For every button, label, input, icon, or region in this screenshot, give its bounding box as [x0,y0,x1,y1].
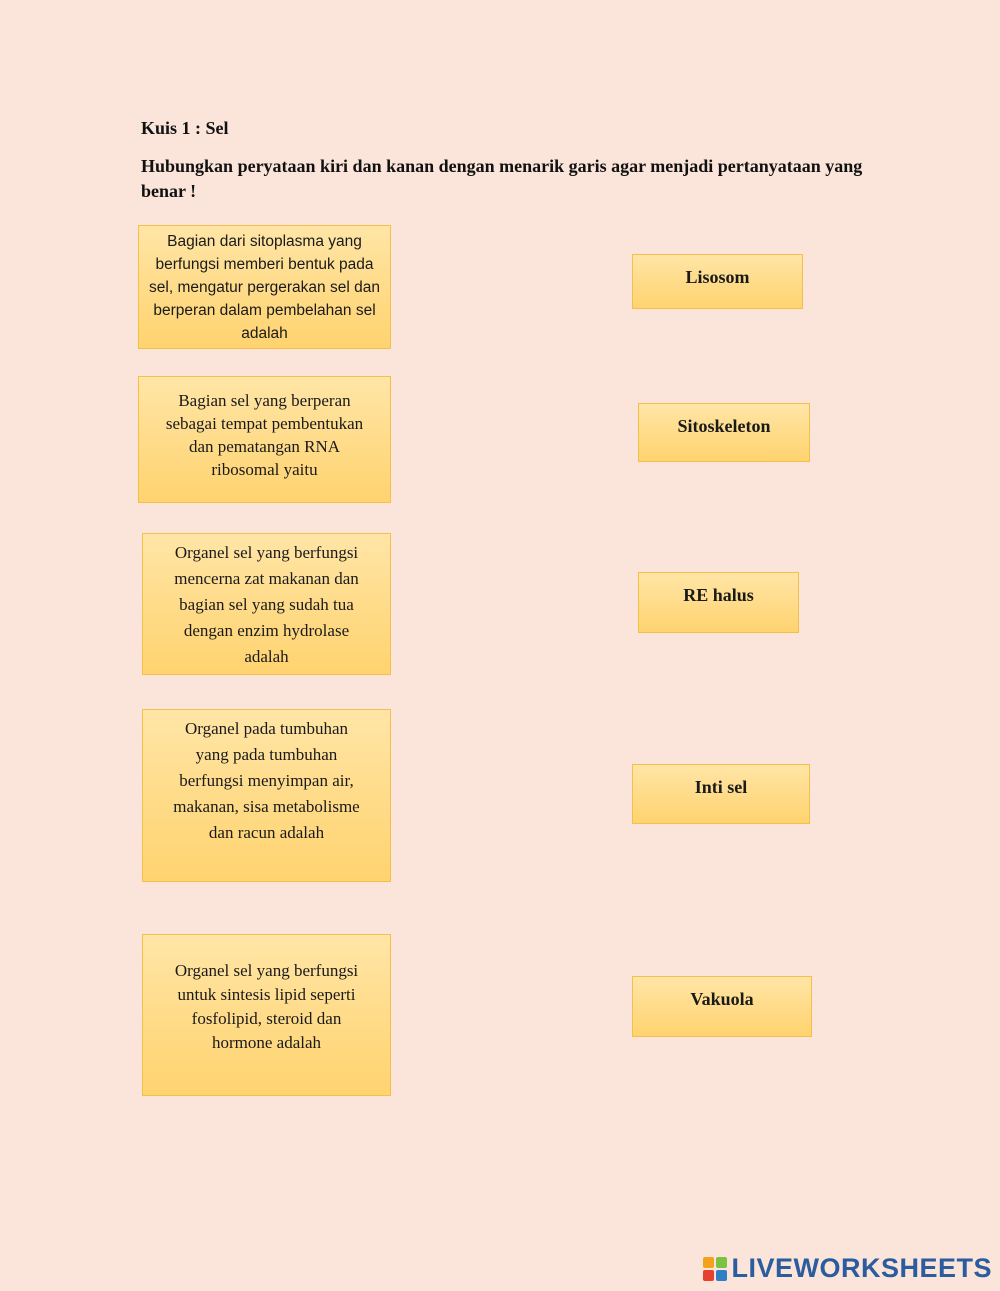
answer-label-2: Sitoskeleton [677,416,771,436]
answer-label-4: Inti sel [694,777,748,797]
quiz-instruction: Hubungkan peryataan kiri dan kanan dengan menarik garis agar menjadi pertanyataan yang benar ! [141,156,863,201]
question-box-5[interactable] [142,934,391,1096]
quiz-title: Kuis 1 : Sel [141,118,229,138]
answer-label-3: RE halus [683,585,754,605]
liveworksheets-logo[interactable] [703,1253,992,1284]
question-box-2[interactable] [138,376,391,503]
answer-box-inti-sel[interactable] [632,764,810,824]
answer-box-lisosom[interactable] [632,254,803,309]
question-text-3: Organel sel yang berfungsi mencerna zat makanan dan bagian sel yang sudah tua dengan enzim hydrolase adalah [174,543,359,666]
question-box-4[interactable] [142,709,391,882]
question-text-1: Bagian dari sitoplasma yang berfungsi memberi bentuk pada sel, mengatur pergerakan sel dan berperan dalam pembelahan sel adalah [149,233,380,342]
answer-label-5: Vakuola [690,989,754,1009]
question-text-2: Bagian sel yang berperan sebagai tempat pembentukan dan pematangan RNA ribosomal yaitu [165,391,364,479]
answer-label-1: Lisosom [685,267,750,287]
question-box-3[interactable] [142,533,391,675]
question-text-4: Organel pada tumbuhan yang pada tumbuhan berfungsi menyimpan air, makanan, sisa metabolisme dan racun adalah [173,719,360,842]
answer-box-sitoskeleton[interactable] [638,403,810,462]
liveworksheets-logo-icon [703,1257,727,1281]
logo-text: LIVEWORKSHEETS [731,1253,992,1283]
answer-box-re-halus[interactable] [638,572,799,633]
question-text-5: Organel sel yang berfungsi untuk sintesis lipid seperti fosfolipid, steroid dan hormone adalah [174,961,359,1052]
answer-box-vakuola[interactable] [632,976,812,1037]
question-box-1[interactable] [138,225,391,349]
